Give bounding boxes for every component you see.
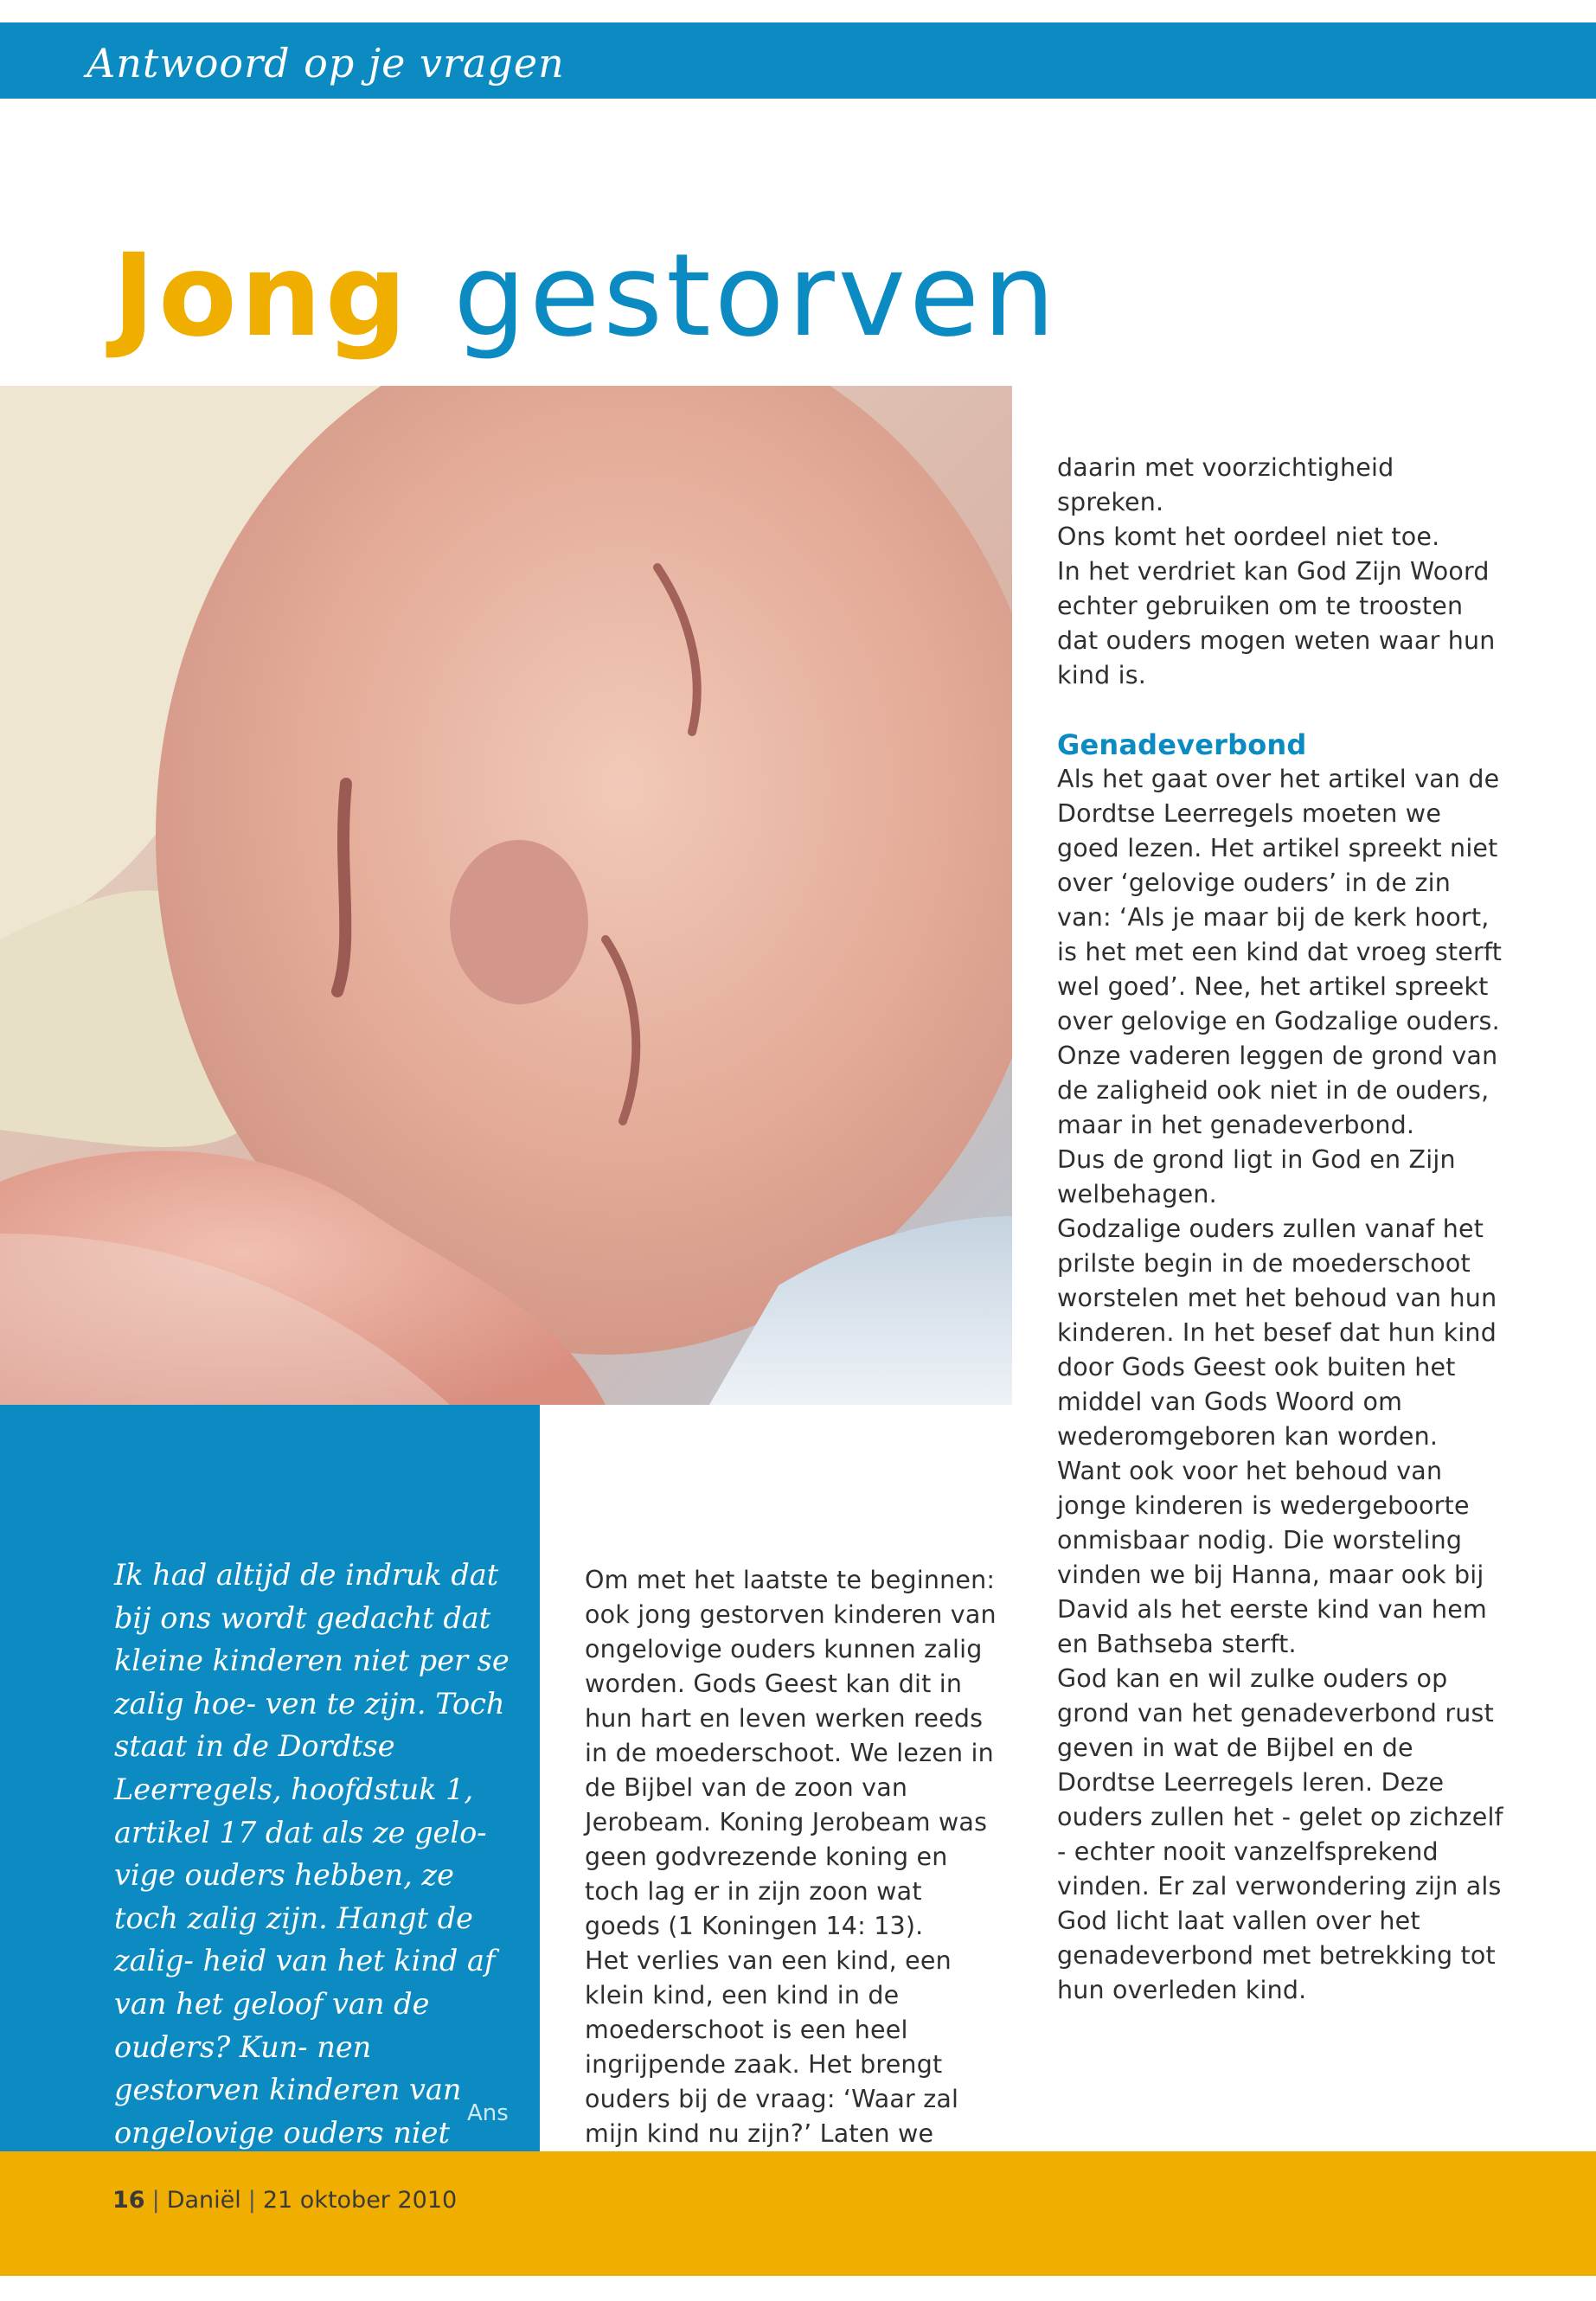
footer-band bbox=[0, 2151, 1596, 2276]
answer-paragraph: God kan en wil zulke ouders op grond van het genadeverbond rust geven in wat de Bijbel en de Dordtse Leerregels leren. Deze ouders zullen het - gelet op zichzelf - echter nooit vanzelfsprekend vinden. Er zal verwondering zijn als God licht laat vallen over het genadeverbond met betrekking tot hun overleden kind. bbox=[1057, 1664, 1503, 2004]
title-word-1: Jong bbox=[112, 229, 411, 362]
sleeping-baby-photo bbox=[0, 386, 1012, 1405]
answer-paragraph: Godzalige ouders zullen vanaf het prilste begin in de moederschoot worstelen met het behoud van hun kinderen. In het besef dat hun kind door Gods Geest ook buiten het middel van Gods Woord om wederomgeboren kan worden. Want ook voor het behoud van jonge kinderen is wedergeboorte onmisbaar nodig. Die worsteling vinden we bij Hanna, maar ook bij David als het eerste kind van hem en Bathseba sterft. bbox=[1057, 1215, 1497, 1658]
page-footer bbox=[112, 2187, 457, 2214]
answer-paragraph: Ons komt het oordeel niet toe. bbox=[1057, 522, 1440, 551]
answer-column-right bbox=[1057, 451, 1507, 2008]
answer-paragraph: Als het gaat over het artikel van de Dordtse Leerregels moeten we goed lezen. Het artikel spreekt niet over ‘gelovige ouders’ in de zin van: ‘Als je maar bij de kerk hoort, is het met een kind dat vroeg sterft wel goed’. Nee, het artikel spreekt over gelovige en Godzalige ouders. Onze vaderen leggen de grond van de zaligheid ook niet in de ouders, maar in het genadeverbond. bbox=[1057, 765, 1503, 1139]
lips bbox=[337, 784, 346, 991]
issue-date: 21 oktober 2010 bbox=[262, 2187, 458, 2214]
question-author: Ans bbox=[467, 2100, 509, 2126]
answer-paragraph: Om met het laatste te beginnen: ook jong gestorven kinderen van ongelovige ouders kunnen zalig worden. Gods Geest kan dit in hun hart en leven werken reeds in de moederschoot. We lezen in de Bijbel van de zoon van Jerobeam. Koning Jerobeam was geen godvrezende koning en toch lag er in zijn zoon wat goeds (1 Koningen 14: 13). bbox=[585, 1566, 997, 1940]
reader-question: Ik had altijd de indruk dat bij ons wordt gedacht dat kleine kinderen niet per se zalig hoe- ven te zijn. Toch staat in de Dordtse Leerregels, hoofdstuk 1, artikel 17 dat als ze gelo- vige ouders hebben, ze toch zalig zijn. Hangt de zalig- heid van het kind af van het geloof van de ouders? Kun- nen gestorven kinderen van ongelovige ouders niet bbox=[114, 1558, 510, 2150]
page-title bbox=[112, 227, 1059, 365]
answer-paragraph: Dus de grond ligt in God en Zijn welbehagen. bbox=[1057, 1145, 1456, 1208]
title-word-2: gestorven bbox=[453, 229, 1059, 362]
page-number: 16 bbox=[112, 2187, 145, 2214]
answer-paragraph: In het verdriet kan God Zijn Woord echter gebruiken om te troosten dat ouders mogen weten waar hun kind is. bbox=[1057, 557, 1496, 689]
nose bbox=[450, 840, 588, 1004]
footer-separator: | bbox=[247, 2187, 256, 2214]
section-label: Antwoord op je vragen bbox=[87, 40, 565, 87]
answer-paragraph: daarin met voorzichtigheid spreken. bbox=[1057, 453, 1394, 516]
photo-illustration bbox=[0, 386, 1012, 1405]
answer-column-middle bbox=[585, 1563, 1000, 2151]
magazine-name: Daniël bbox=[166, 2187, 241, 2214]
answer-paragraph: Het verlies van een kind, een klein kind, een kind in de moederschoot is een heel ingrijpende zaak. Het brengt ouders bij de vraag: ‘Waar zal mijn kind nu zijn?’ Laten we bbox=[585, 1946, 959, 2148]
subheading: Genadeverbond bbox=[1057, 728, 1307, 761]
footer-separator: | bbox=[151, 2187, 160, 2214]
